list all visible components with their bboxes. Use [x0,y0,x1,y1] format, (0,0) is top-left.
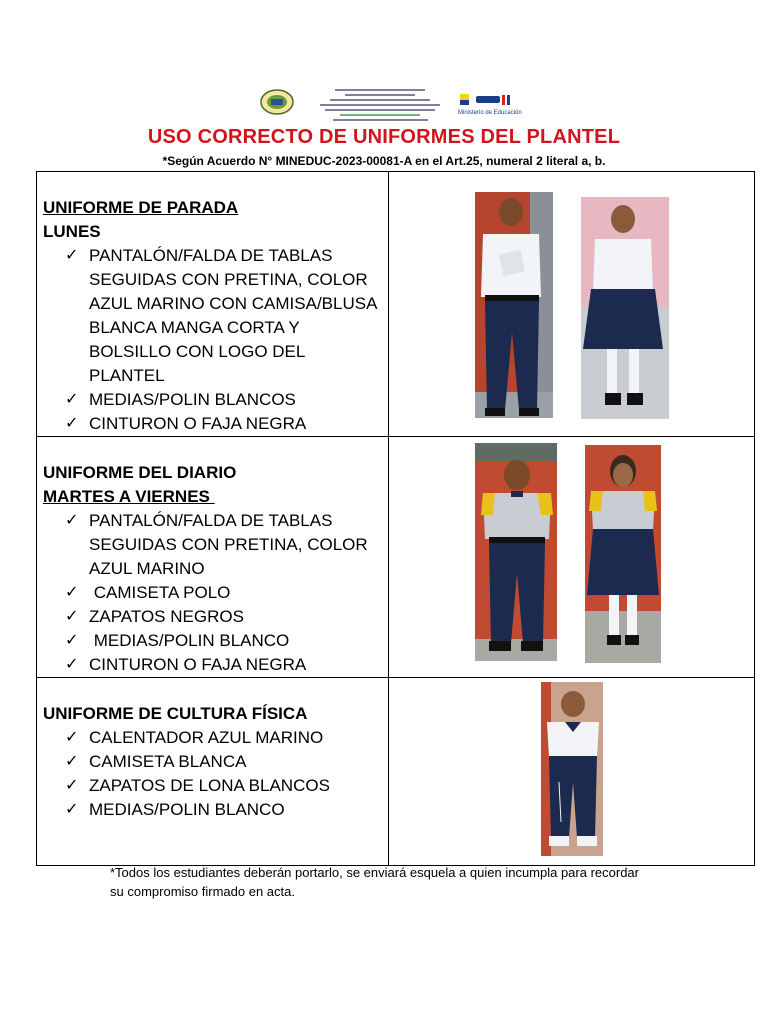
photo-boy-parade [475,192,553,418]
uniform-diario-cell [37,437,389,678]
uniform-item-list [43,726,382,822]
check-icon: ✓ [65,512,79,529]
school-logo [260,88,294,116]
table-row [37,678,755,866]
item-text: ZAPATOS NEGROS [89,607,244,626]
header-logos [258,86,522,122]
check-icon: ✓ [65,656,79,673]
item-text: MEDIAS/POLIN BLANCO [89,800,285,819]
document-subtitle: *Según Acuerdo N° MINEDUC-2023-00081-A en el Art.25, numeral 2 literal a, b. [162,154,606,168]
list-item [65,653,382,677]
check-icon: ✓ [65,247,79,264]
section-heading: UNIFORME DE CULTURA FÍSICA [43,704,308,723]
section-days: MARTES A VIERNES [43,487,215,506]
list-item [65,581,382,605]
check-icon: ✓ [65,584,79,601]
check-icon: ✓ [65,415,79,432]
list-item [65,605,382,629]
footnote: *Todos los estudiantes deberán portarlo, se enviará esquela a quien incumpla para recordar su compromiso firmado en acta. [110,865,639,899]
item-text: MEDIAS/POLIN BLANCOS [89,390,296,409]
list-item [65,412,382,436]
check-icon: ✓ [65,391,79,408]
photo-boy-daily [475,443,557,661]
uniform-parada-photos [389,172,755,437]
list-item [65,798,382,822]
item-text: PANTALÓN/FALDA DE TABLAS SEGUIDAS CON PRETINA, COLOR AZUL MARINO CON CAMISA/BLUSA BLANCA MANGA CORTA Y BOLSILLO CON LOGO DEL PLANTEL [89,246,377,385]
check-icon: ✓ [65,777,79,794]
check-icon: ✓ [65,729,79,746]
section-heading: UNIFORME DE PARADA [43,198,239,217]
section-days: LUNES [43,222,101,241]
uniforms-table [36,171,755,866]
check-icon: ✓ [65,632,79,649]
item-text: MEDIAS/POLIN BLANCO [89,631,290,650]
item-text: PANTALÓN/FALDA DE TABLAS SEGUIDAS CON PRETINA, COLOR AZUL MARINO [89,511,368,578]
uniform-parada-cell [37,172,389,437]
check-icon: ✓ [65,608,79,625]
photo-child-pe [541,682,603,856]
item-text: ZAPATOS DE LONA BLANCOS [89,776,330,795]
uniform-cultura-fisica-cell [37,678,389,866]
list-item [65,726,382,750]
list-item [65,388,382,412]
item-text: CINTURON O FAJA NEGRA [89,414,307,433]
uniform-diario-photos [389,437,755,678]
item-text: CAMISETA BLANCA [89,752,247,771]
document-title: USO CORRECTO DE UNIFORMES DEL PLANTEL [147,126,621,148]
list-item [65,750,382,774]
check-icon: ✓ [65,753,79,770]
ministry-logo [458,92,522,118]
section-heading: UNIFORME DEL DIARIO [43,463,237,482]
table-row [37,437,755,678]
item-text: CAMISETA POLO [89,583,231,602]
check-icon: ✓ [65,801,79,818]
item-text: CALENTADOR AZUL MARINO [89,728,324,747]
table-row [37,172,755,437]
uniform-cultura-fisica-photos [389,678,755,866]
uniform-item-list [43,244,382,436]
list-item [65,629,382,653]
school-letterhead [310,86,450,122]
list-item [65,244,382,388]
photo-girl-parade [581,197,669,419]
item-text: CINTURON O FAJA NEGRA [89,655,307,674]
list-item [65,509,382,581]
list-item [65,774,382,798]
ministry-label: Ministerio de Educación [458,110,522,116]
uniform-item-list [43,509,382,677]
photo-girl-daily [585,445,661,663]
